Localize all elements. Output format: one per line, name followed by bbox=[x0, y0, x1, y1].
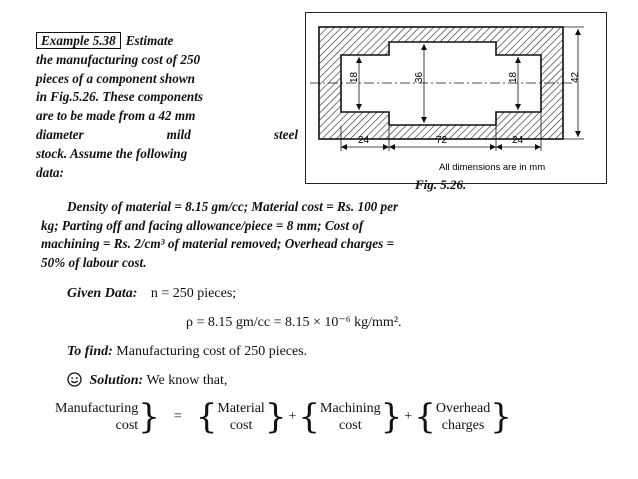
given-data bbox=[67, 286, 236, 302]
data-line-2: kg; Parting off and facing allowance/piece = 8 mm; Cost of bbox=[41, 217, 364, 233]
cost-equation: Manufacturing cost } = { Material cost } + { Machining cost } + { Overhead charges } bbox=[55, 397, 512, 437]
data-line-4: 50% of labour cost. bbox=[41, 254, 147, 270]
solution-text: We know that, bbox=[146, 373, 228, 388]
data-line-3: machining = Rs. 2/cm³ of material removed; Overhead charges = bbox=[41, 236, 395, 251]
intro-line-2: the manufacturing cost of 250 bbox=[36, 51, 201, 67]
intro-line-4: in Fig.5.26. These components bbox=[36, 89, 204, 105]
eq-term-material: Material cost bbox=[217, 401, 265, 433]
dim-label-18-left: 18 bbox=[349, 71, 360, 83]
solution-label: Solution: bbox=[89, 373, 144, 388]
intro-line-8: data: bbox=[36, 164, 64, 180]
eq-plus-2: + bbox=[404, 409, 413, 424]
intro-line-5: are to be made from a 42 mm bbox=[36, 108, 196, 124]
figure-5-26 bbox=[305, 12, 607, 184]
dim-label-72: 72 bbox=[436, 135, 448, 146]
figure-note: All dimensions are in mm bbox=[439, 162, 546, 173]
eq-plus-1: + bbox=[288, 409, 297, 424]
dim-label-42: 42 bbox=[570, 71, 581, 83]
given-label: Given Data: bbox=[67, 286, 138, 301]
dim-label-18-right: 18 bbox=[508, 71, 519, 83]
given-n: n = 250 pieces; bbox=[150, 286, 237, 301]
eq-term-machining: Machining cost bbox=[320, 401, 381, 433]
to-find bbox=[67, 344, 307, 360]
component-drawing bbox=[306, 13, 606, 183]
example-intro bbox=[36, 32, 298, 182]
example-label: Example 5.38 bbox=[36, 32, 121, 49]
eq-term-overhead: Overhead charges bbox=[435, 401, 491, 433]
intro-line-1: Estimate bbox=[125, 33, 174, 48]
to-find-text: Manufacturing cost of 250 pieces. bbox=[116, 344, 308, 359]
intro-line-3: pieces of a component shown bbox=[36, 70, 195, 86]
eq-lhs: Manufacturing cost bbox=[55, 401, 139, 433]
to-find-label: To find: bbox=[67, 344, 113, 359]
dim-label-24-right: 24 bbox=[512, 135, 524, 146]
eq-brace-close: } bbox=[138, 397, 160, 437]
intro-line-7: stock. Assume the following bbox=[36, 145, 188, 161]
data-line-1: Density of material = 8.15 gm/cc; Material cost = Rs. 100 per bbox=[67, 199, 399, 214]
data-paragraph bbox=[41, 198, 603, 272]
intro-line-6: diameter mild steel bbox=[36, 126, 298, 142]
eq-equals: = bbox=[173, 409, 182, 424]
solution bbox=[67, 372, 227, 392]
given-rho: ρ = 8.15 gm/cc = 8.15 × 10⁻⁶ kg/mm². bbox=[186, 315, 402, 330]
dim-label-24-left: 24 bbox=[358, 135, 370, 146]
dim-label-36: 36 bbox=[414, 71, 425, 83]
figure-caption: Fig. 5.26. bbox=[415, 177, 467, 192]
smiley-icon bbox=[67, 372, 82, 392]
